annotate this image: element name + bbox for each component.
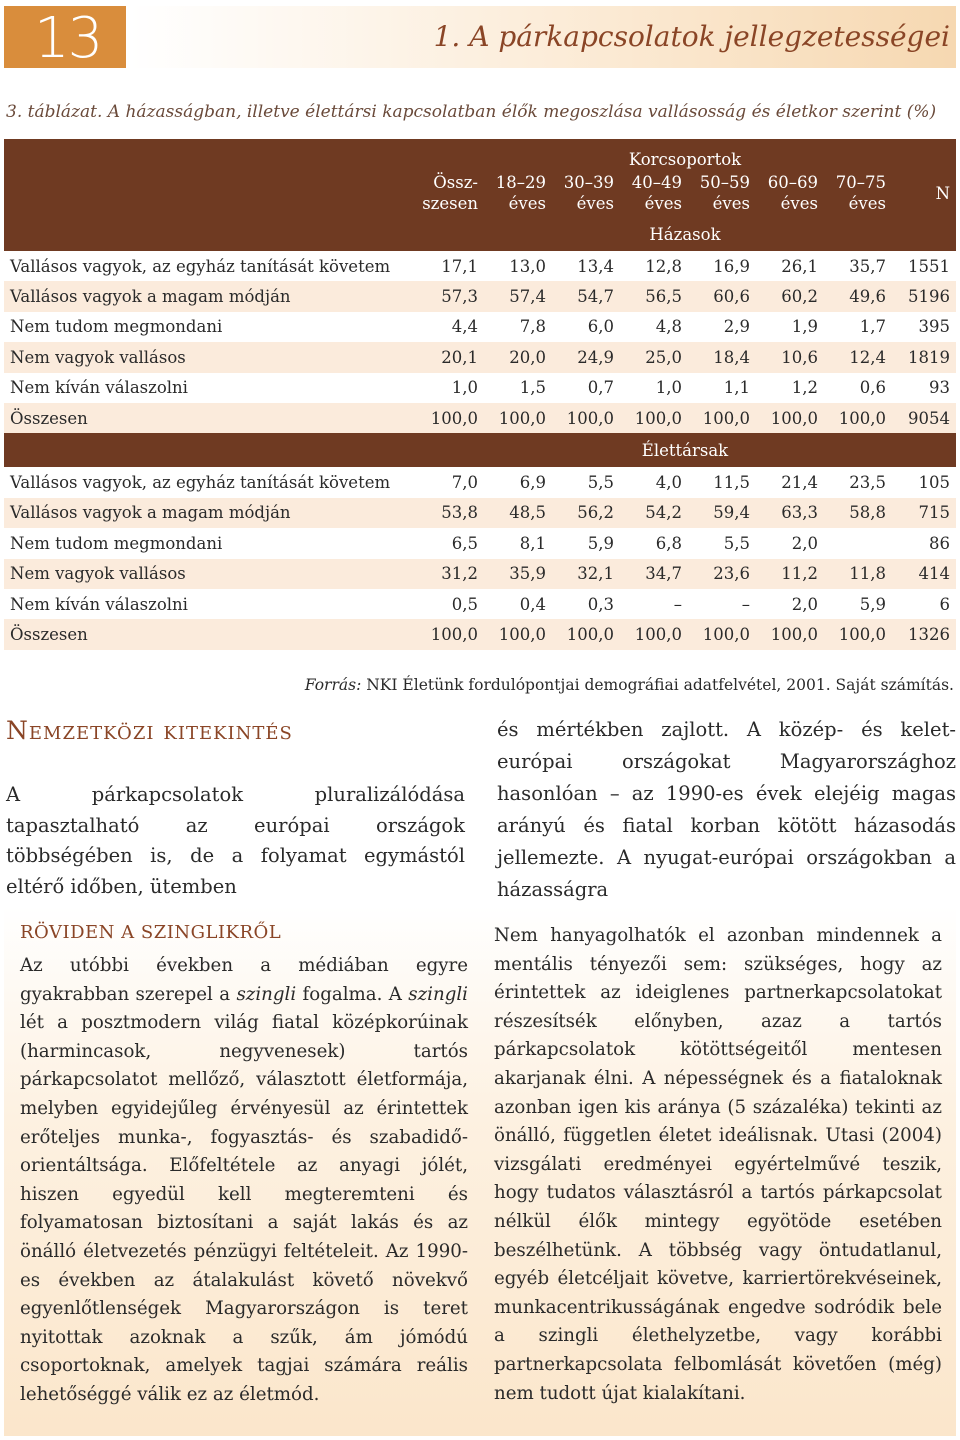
table-cell: 20,0 [484, 342, 552, 372]
row-label: Nem vagyok vallásos [4, 559, 408, 589]
table-row [4, 559, 956, 589]
table-cell: 4,8 [655, 317, 682, 337]
table-cell: 5,9 [587, 533, 614, 553]
table-cell: 6,9 [519, 473, 546, 493]
table-cell: 12,4 [824, 342, 892, 372]
table-cell: 100,0 [552, 403, 620, 433]
table-cell: 5,9 [859, 594, 886, 614]
table-cell: 18,4 [688, 342, 756, 372]
table-column-headers [4, 169, 956, 217]
table-cell: 23,6 [688, 559, 756, 589]
table-cell: 0,4 [519, 594, 546, 614]
table-body [4, 217, 956, 650]
sidebar-box [4, 906, 956, 1436]
table-cell: 25,0 [620, 342, 688, 372]
table-caption: 3. táblázat. A házasságban, illetve élettársi kapcsolatban élők megoszlása vallásosság és életkor szerint (%) [6, 102, 937, 122]
table-cell: 35,9 [484, 559, 552, 589]
source-text: NKI Életünk fordulópontjai demográfiai adatfelvétel, 2001. Saját számítás. [366, 676, 954, 694]
table-cell: 5,5 [723, 533, 750, 553]
table-cell: 100,0 [408, 619, 484, 649]
table-cell: 9054 [892, 403, 956, 433]
col-header-total: Össz- szesen [408, 169, 484, 217]
table-cell: 12,8 [645, 256, 682, 276]
table-cell: 1,1 [723, 378, 750, 398]
table-cell: 34,7 [620, 559, 688, 589]
table-cell: 13,4 [577, 256, 614, 276]
table-row [4, 467, 956, 497]
row-label: Összesen [4, 619, 408, 649]
table-cell: 100,0 [824, 619, 892, 649]
table-row [4, 251, 956, 281]
page-number-box [4, 6, 126, 71]
table-row [4, 589, 956, 619]
table-row [4, 498, 956, 528]
body-text-right: és mértékben zajlott. A közép- és kelet-európai országokat Magyarországhoz hasonlóan – az 1990-es évek elejéig magas arányú és fiatal korban kötött házasodás jellemezte. A nyugat-európai országokban a házasságra [497, 718, 956, 901]
col-header-age: 50–59 éves [688, 169, 756, 217]
table-cell: 26,1 [781, 256, 818, 276]
table-cell: 53,8 [408, 498, 484, 528]
section-header-row [4, 217, 956, 251]
row-label: Vallásos vagyok, az egyház tanítását követem [10, 256, 391, 276]
row-label: Vallásos vagyok a magam módján [4, 498, 408, 528]
table-cell: 100,0 [756, 403, 824, 433]
table-cell: 6 [939, 594, 950, 614]
table-cell: 86 [929, 533, 950, 553]
table-row [4, 403, 956, 433]
table-cell: 0,7 [587, 378, 614, 398]
table-cell: 21,4 [781, 473, 818, 493]
table-cell: 0,3 [587, 594, 614, 614]
page-number: 13 [34, 6, 102, 71]
table-cell: 58,8 [824, 498, 892, 528]
table-cell: 57,4 [484, 281, 552, 311]
table-cell: 100,0 [688, 403, 756, 433]
table-cell: 56,2 [552, 498, 620, 528]
table-cell: 414 [892, 559, 956, 589]
table-cell: 100,0 [620, 403, 688, 433]
table-cell: 10,6 [756, 342, 824, 372]
row-label: Nem vagyok vallásos [4, 342, 408, 372]
table-cell: 395 [918, 317, 950, 337]
table-cell: 100,0 [552, 619, 620, 649]
table-cell: – [741, 594, 750, 614]
col-header-age: 40–49 éves [620, 169, 688, 217]
table-cell: 24,9 [552, 342, 620, 372]
table-cell: 1,0 [451, 378, 478, 398]
body-text-left: A párkapcsolatok pluralizálódása tapasztalható az európai országok többségében is, de a folyamat egymástól eltérő időben, ütemben [6, 783, 465, 898]
table-cell: 63,3 [756, 498, 824, 528]
table-cell: 1,9 [791, 317, 818, 337]
row-label: Összesen [4, 403, 408, 433]
table-row [4, 281, 956, 311]
table-cell: 105 [918, 473, 950, 493]
table-cell: 2,0 [791, 594, 818, 614]
section-header-row [4, 433, 956, 467]
table-row [4, 528, 956, 558]
col-header-age: 60–69 éves [756, 169, 824, 217]
row-label: Nem kíván válaszolni [10, 594, 188, 614]
table-cell: 1551 [908, 256, 950, 276]
box-text-right: Nem hanyagolhatók el azonban mindennek a mentális tényezői sem: szükséges, hogy az érintettek az ideiglenes partnerkapcsolatokat részesítsék előnyben, azaz a tartós párkapcsolatok kötöttségeitől mentesen akarjanak élni. A népességnek és a fiataloknak azonban igen kis aránya (5 százaléka) tekinti az önálló, független életet ideálisnak. Utasi (2004) vizsgálati eredményei egyértelművé teszik, hogy tudatos választásról a tartós párkapcsolat nélkül élők mintegy egyötöde esetében beszélhetünk. A többség vagy öntudatlanul, egyéb életcéljait követve, karriertörekvéseinek, munkacentrikusságának engedve sodródik bele a szingli élethelyzetbe, vagy korábbi partnerkapcsolata felbomlását követően (még) nem tudott újat kialakítani. [494, 925, 942, 1404]
table-cell: 59,4 [688, 498, 756, 528]
table-cell: 100,0 [756, 619, 824, 649]
col-header-age: 30–39 éves [552, 169, 620, 217]
table-cell: 13,0 [509, 256, 546, 276]
row-label: Vallásos vagyok a magam módján [4, 281, 408, 311]
table-cell: 32,1 [552, 559, 620, 589]
table-cell: 35,7 [849, 256, 886, 276]
table-cell: 1,0 [655, 378, 682, 398]
table-cell: 56,5 [620, 281, 688, 311]
table-cell: 0,6 [859, 378, 886, 398]
table-row [4, 342, 956, 372]
table-cell: 60,2 [756, 281, 824, 311]
table-row [4, 373, 956, 403]
table-cell: 100,0 [484, 619, 552, 649]
group-header: Korcsoportok [484, 139, 892, 169]
table-header-row [4, 139, 956, 169]
data-table [4, 139, 956, 650]
table-cell: 11,8 [824, 559, 892, 589]
section-title: Nemzetközi kitekintés [6, 716, 293, 745]
table-cell: 49,6 [824, 281, 892, 311]
table-cell: 11,2 [756, 559, 824, 589]
chapter-bar [130, 6, 956, 68]
chapter-title: 1. A párkapcsolatok jellegzetességei [433, 20, 950, 53]
table-cell: 4,4 [451, 317, 478, 337]
table-cell: 54,7 [552, 281, 620, 311]
table-cell: 5,5 [587, 473, 614, 493]
table-cell: 1819 [892, 342, 956, 372]
row-label: Nem tudom megmondani [10, 533, 223, 553]
table-cell: 715 [892, 498, 956, 528]
col-header-age: 18–29 éves [484, 169, 552, 217]
source-label: Forrás: [304, 676, 362, 694]
table-row [4, 312, 956, 342]
table-cell: 1,7 [859, 317, 886, 337]
col-header-age: 70–75 éves [824, 169, 892, 217]
box-title: RÖVIDEN A SZINGLIKRŐL [20, 922, 282, 943]
table-cell: 1,2 [791, 378, 818, 398]
table-cell: 20,1 [408, 342, 484, 372]
table-cell: 5196 [892, 281, 956, 311]
table-cell: 0,5 [451, 594, 478, 614]
page-header [0, 0, 960, 72]
section-header: Élettársak [484, 433, 892, 467]
table-cell: 11,5 [713, 473, 750, 493]
table-cell: 7,8 [519, 317, 546, 337]
table-cell: 16,9 [713, 256, 750, 276]
table-cell: 100,0 [484, 403, 552, 433]
table-cell: 100,0 [688, 619, 756, 649]
table-cell: 54,2 [620, 498, 688, 528]
table-cell: 17,1 [441, 256, 478, 276]
table-cell: 6,5 [451, 533, 478, 553]
col-header-n: N [892, 169, 956, 217]
table-cell: 31,2 [408, 559, 484, 589]
table-cell: 8,1 [519, 533, 546, 553]
table-cell: 6,8 [655, 533, 682, 553]
table-cell: 23,5 [849, 473, 886, 493]
table-cell: 4,0 [655, 473, 682, 493]
table-cell: 1,5 [519, 378, 546, 398]
table-cell: 2,0 [791, 533, 818, 553]
table-cell: 7,0 [451, 473, 478, 493]
table-source [305, 676, 954, 694]
table-cell [824, 528, 892, 558]
table-row [4, 619, 956, 649]
table-cell: 57,3 [408, 281, 484, 311]
table-cell: – [673, 594, 682, 614]
table-cell: 93 [929, 378, 950, 398]
table-cell: 100,0 [824, 403, 892, 433]
section-header: Házasok [484, 217, 892, 251]
row-label: Vallásos vagyok, az egyház tanítását követem [10, 473, 391, 493]
box-text-left: Az utóbbi években a médiában egyre gyakrabban szerepel a szingli fogalma. A szingli lét a posztmodern világ fiatal középkorúinak (harmincasok, negyvenesek) tartós párkapcsolatot mellőző, választott életformája, melyben egyidejűleg érvényesül az érintettek erőteljes munka-, fogyasztás- és szabadidő-orientáltsága. Előfeltétele az anyagi jólét, hiszen egyedül kell megteremteni és folyamatosan biztosítani a saját lakás és az önálló életvezetés pénzügyi feltételeit. Az 1990-es években az átalakulást követő növekvő egyenlőtlenségek Magyarországon is teret nyitottak azoknak a szűk, ám jómódú csoportoknak, amelyek tagjai számára reális lehetőséggé válik ez az életmód. [20, 955, 468, 1405]
table-cell: 48,5 [484, 498, 552, 528]
table-cell: 6,0 [587, 317, 614, 337]
table-cell: 100,0 [408, 403, 484, 433]
table-cell: 100,0 [620, 619, 688, 649]
table-cell: 1326 [892, 619, 956, 649]
row-label: Nem kíván válaszolni [10, 378, 188, 398]
table-cell: 2,9 [723, 317, 750, 337]
row-label: Nem tudom megmondani [10, 317, 223, 337]
table-cell: 60,6 [688, 281, 756, 311]
